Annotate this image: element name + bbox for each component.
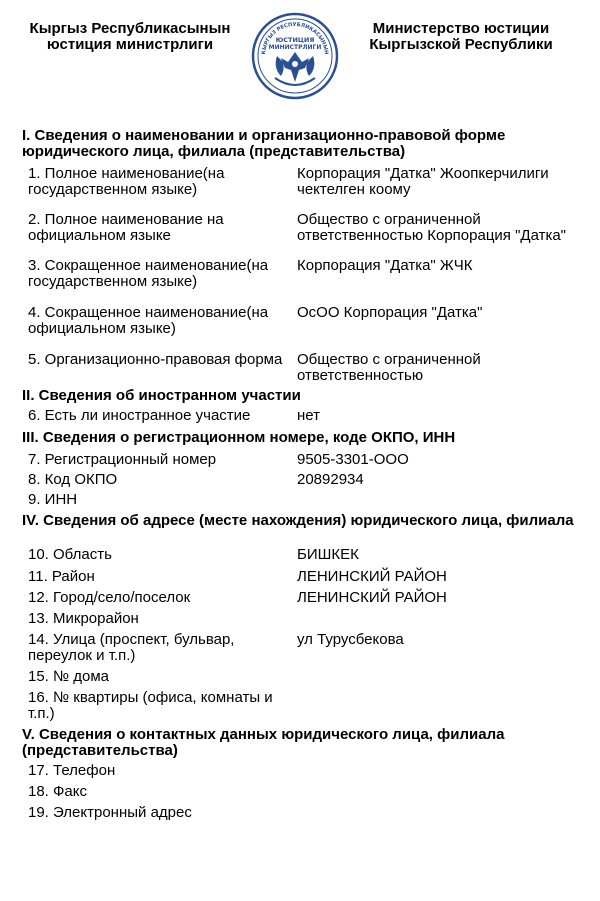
field-label: 11. Район xyxy=(28,568,95,585)
field-row xyxy=(22,784,582,805)
field-row xyxy=(22,569,582,590)
field-value: Корпорация "Датка" ЖЧК xyxy=(297,257,473,274)
field-label: 15. № дома xyxy=(28,668,110,685)
field-label: 12. Город/село/поселок xyxy=(28,589,191,606)
ministry-emblem-icon xyxy=(251,12,339,100)
field-row xyxy=(22,632,582,669)
field-label: 8. Код ОКПО xyxy=(28,471,118,488)
field-label: 19. Электронный адрес xyxy=(28,804,192,821)
field-row xyxy=(22,590,582,611)
field-row xyxy=(22,452,582,472)
field-label: 7. Регистрационный номер xyxy=(28,451,217,468)
ministry-name-russian-line2: Кыргызской Республики xyxy=(369,36,553,53)
field-label: 9. ИНН xyxy=(28,491,78,508)
field-row xyxy=(22,611,582,632)
section-title: I. Сведения о наименовании и организационно-правовой форме юридического лица, филиала (представительства) xyxy=(22,127,506,160)
document-header xyxy=(0,0,600,120)
registration-details xyxy=(22,128,582,826)
ministry-name-kyrgyz xyxy=(14,21,246,53)
field-value: ЛЕНИНСКИЙ РАЙОН xyxy=(297,568,447,585)
field-label: 5. Организационно-правовая форма xyxy=(28,351,283,368)
section-title: IV. Сведения об адресе (месте нахождения) юридического лица, филиала xyxy=(22,512,574,529)
field-label: 10. Область xyxy=(28,546,112,563)
field-value: Корпорация "Датка" Жоопкерчилиги чектелген коому xyxy=(297,165,549,198)
field-label: 17. Телефон xyxy=(28,762,116,779)
field-label: 18. Факс xyxy=(28,783,87,800)
field-value: Общество с ограниченной ответственностью Корпорация "Датка" xyxy=(297,211,567,244)
field-row xyxy=(22,472,582,492)
field-label: 6. Есть ли иностранное участие xyxy=(28,407,251,424)
field-value: ОсОО Корпорация "Датка" xyxy=(297,304,483,321)
field-label: 16. № квартиры (офиса, комнаты и т.п.) xyxy=(28,689,273,722)
field-row xyxy=(22,408,582,430)
field-label: 3. Сокращенное наименование(на государственном языке) xyxy=(28,257,269,290)
section-title: V. Сведения о контактных данных юридического лица, филиала (представительства) xyxy=(22,726,505,759)
field-label: 4. Сокращенное наименование(на официальном языке) xyxy=(28,304,269,337)
field-value: ул Турусбекова xyxy=(297,631,404,648)
field-row xyxy=(22,166,582,212)
field-row xyxy=(22,763,582,784)
field-value: 9505-3301-ООО xyxy=(297,451,409,468)
emblem-text-1: ЮСТИЦИЯ xyxy=(275,36,315,44)
field-label: 1. Полное наименование(на государственном языке) xyxy=(28,165,225,198)
field-label: 14. Улица (проспект, бульвар, переулок и т.п.) xyxy=(28,631,235,664)
emblem-text-2: МИНИСТРЛИГИ xyxy=(268,44,322,51)
field-row xyxy=(22,212,582,258)
ministry-name-kyrgyz-line1: Кыргыз Республикасынын xyxy=(29,20,231,37)
field-row xyxy=(22,669,582,690)
field-row xyxy=(22,805,582,826)
field-row xyxy=(22,547,582,569)
field-value: нет xyxy=(297,407,320,424)
field-value: 20892934 xyxy=(297,471,364,488)
field-row xyxy=(22,492,582,512)
ministry-name-kyrgyz-line2: юстиция министрлиги xyxy=(46,36,214,53)
field-label: 13. Микрорайон xyxy=(28,610,139,627)
ministry-name-russian xyxy=(352,21,570,53)
section-title: III. Сведения о регистрационном номере, коде ОКПО, ИНН xyxy=(22,429,456,446)
field-row xyxy=(22,305,582,352)
section-title: II. Сведения об иностранном участии xyxy=(22,387,301,404)
field-label: 2. Полное наименование на официальном языке xyxy=(28,211,224,244)
field-value: Общество с ограниченной ответственностью xyxy=(297,351,481,384)
emblem-arc-text: КЫРГЫЗ РЕСПУБЛИКАСЫНЫН xyxy=(260,21,330,55)
field-row xyxy=(22,352,582,388)
field-row xyxy=(22,690,582,727)
field-row xyxy=(22,258,582,305)
ministry-name-russian-line1: Министерство юстиции xyxy=(372,20,550,37)
field-value: ЛЕНИНСКИЙ РАЙОН xyxy=(297,589,447,606)
field-value: БИШКЕК xyxy=(297,546,359,563)
